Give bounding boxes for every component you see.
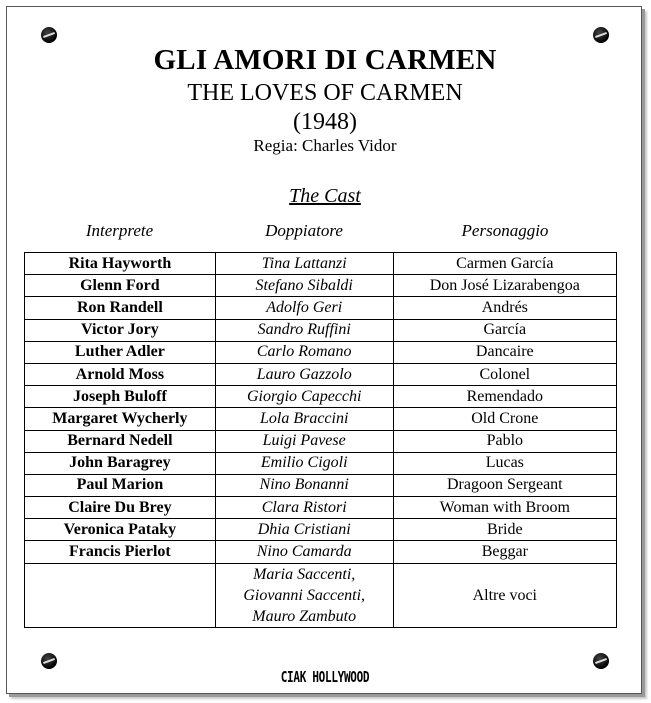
actor-cell: Francis Pierlot <box>25 541 216 563</box>
role-cell: Beggar <box>393 541 616 563</box>
dubber-cell: Emilio Cigoli <box>215 452 393 474</box>
dubber-cell-other-voices <box>215 563 393 627</box>
table-row <box>25 497 617 519</box>
role-cell: Lucas <box>393 452 616 474</box>
dubber-cell: Dhia Cristiani <box>215 519 393 541</box>
dubber-cell: Tina Lattanzi <box>215 253 393 275</box>
dubber-cell: Luigi Pavese <box>215 430 393 452</box>
cast-table <box>24 252 617 628</box>
role-cell: Colonel <box>393 363 616 385</box>
table-row <box>25 363 617 385</box>
plaque <box>6 6 642 694</box>
actor-cell: Claire Du Brey <box>25 497 216 519</box>
dubber-cell: Nino Camarda <box>215 541 393 563</box>
dubber-cell: Clara Ristori <box>215 497 393 519</box>
table-row <box>25 275 617 297</box>
dubber-cell: Sandro Ruffini <box>215 319 393 341</box>
release-year: (1948) <box>293 109 357 135</box>
table-row <box>25 519 617 541</box>
table-row <box>25 319 617 341</box>
dubber-cell: Adolfo Geri <box>215 297 393 319</box>
role-cell: Carmen García <box>393 253 616 275</box>
table-row <box>25 541 617 563</box>
table-row <box>25 408 617 430</box>
screw-icon <box>593 653 609 669</box>
actor-cell: Rita Hayworth <box>25 253 216 275</box>
role-cell: Old Crone <box>393 408 616 430</box>
actor-cell: Arnold Moss <box>25 363 216 385</box>
dubber-cell: Nino Bonanni <box>215 474 393 496</box>
screw-icon <box>593 27 609 43</box>
table-row <box>25 430 617 452</box>
actor-cell: Paul Marion <box>25 474 216 496</box>
screw-icon <box>41 653 57 669</box>
actor-cell-empty <box>25 563 216 627</box>
screw-icon <box>41 27 57 43</box>
table-row <box>25 386 617 408</box>
column-header-dubber: Doppiatore <box>265 221 343 240</box>
table-row <box>25 452 617 474</box>
table-row-other-voices <box>25 563 617 627</box>
cast-heading: The Cast <box>289 185 361 207</box>
actor-cell: Glenn Ford <box>25 275 216 297</box>
dubber-cell: Stefano Sibaldi <box>215 275 393 297</box>
role-cell: Woman with Broom <box>393 497 616 519</box>
dubber-cell: Carlo Romano <box>215 341 393 363</box>
page-title: GLI AMORI DI CARMEN <box>153 44 497 76</box>
dubber-cell: Giorgio Capecchi <box>215 386 393 408</box>
dubber-name: Maria Saccenti, <box>253 565 356 583</box>
role-cell: Dancaire <box>393 341 616 363</box>
role-cell: Don José Lizarabengoa <box>393 275 616 297</box>
role-cell: Bride <box>393 519 616 541</box>
dubber-name: Giovanni Saccenti, <box>243 586 366 604</box>
dubber-name: Mauro Zambuto <box>252 607 357 625</box>
column-header-actor: Interprete <box>85 221 154 240</box>
director-credit: Regia: Charles Vidor <box>253 136 397 155</box>
table-row <box>25 253 617 275</box>
role-cell: Andrés <box>393 297 616 319</box>
actor-cell: Ron Randell <box>25 297 216 319</box>
table-row <box>25 297 617 319</box>
column-header-role: Personaggio <box>461 221 549 240</box>
actor-cell: Bernard Nedell <box>25 430 216 452</box>
table-row <box>25 341 617 363</box>
english-title: THE LOVES OF CARMEN <box>187 80 463 106</box>
dubber-cell: Lola Braccini <box>215 408 393 430</box>
actor-cell: Veronica Pataky <box>25 519 216 541</box>
actor-cell: Luther Adler <box>25 341 216 363</box>
table-row <box>25 474 617 496</box>
actor-cell: John Baragrey <box>25 452 216 474</box>
role-cell: Pablo <box>393 430 616 452</box>
actor-cell: Victor Jory <box>25 319 216 341</box>
actor-cell: Joseph Buloff <box>25 386 216 408</box>
role-cell: Remendado <box>393 386 616 408</box>
role-cell-other-voices: Altre voci <box>393 563 616 627</box>
role-cell: García <box>393 319 616 341</box>
actor-cell: Margaret Wycherly <box>25 408 216 430</box>
brand-logo: CIAK HOLLYWOOD <box>280 668 370 687</box>
dubber-cell: Lauro Gazzolo <box>215 363 393 385</box>
role-cell: Dragoon Sergeant <box>393 474 616 496</box>
